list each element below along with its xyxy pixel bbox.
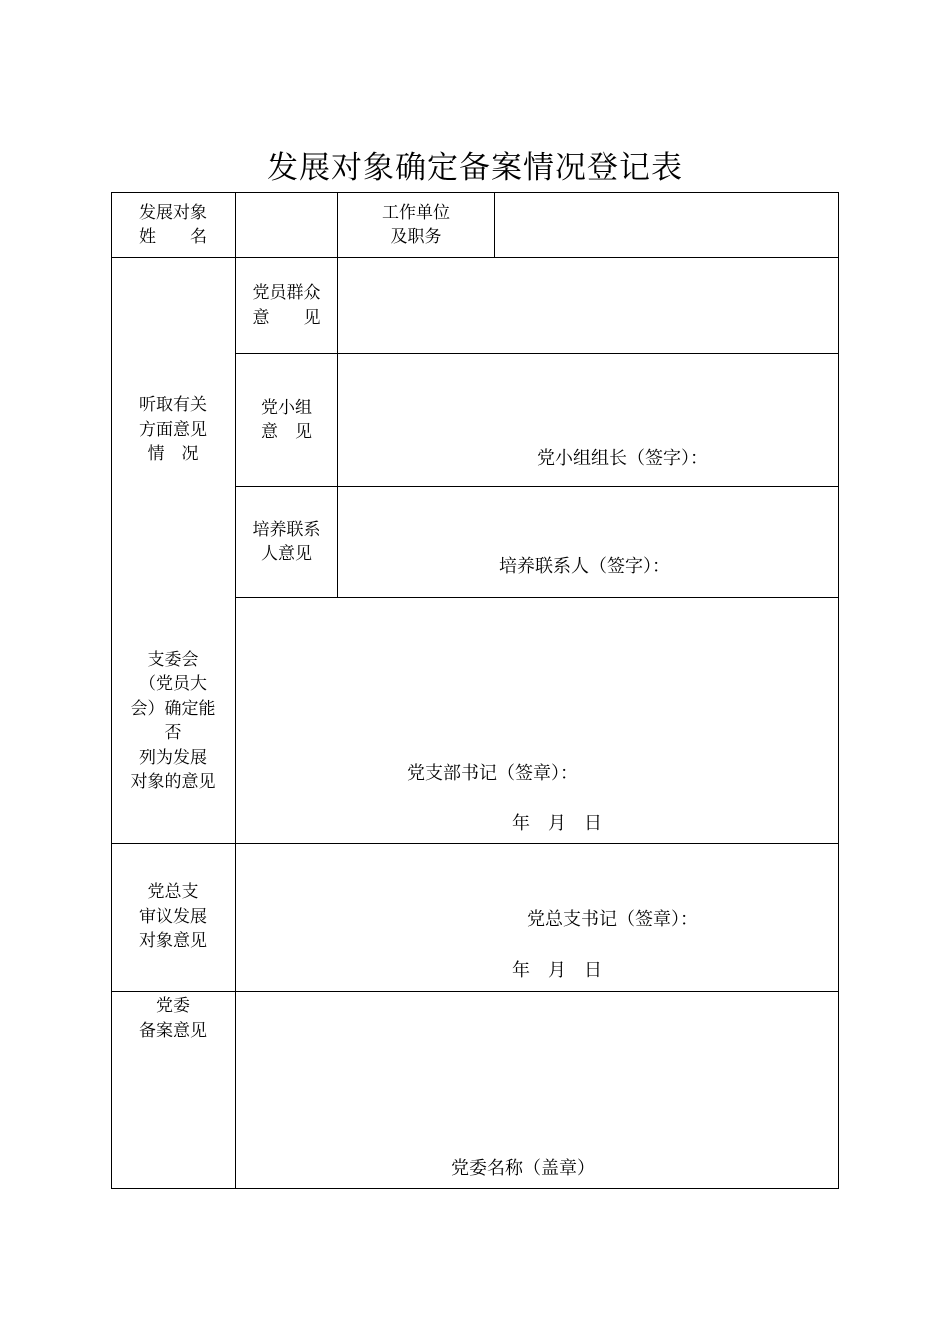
branch-committee-label: 支委会 （党员大 会）确定能 否 列为发展 对象的意见 [130,649,216,792]
table-border-right [838,192,839,1189]
party-group-leader-signature: 党小组组长（签字）： [537,448,708,469]
opinions-group-label: 听取有关 方面意见 情 况 [139,395,207,465]
general-branch-secretary-signature: 党总支书记（签章）： [527,909,698,930]
table-border-bottom [111,1188,839,1189]
branch-secretary-signature: 党支部书记（签章）： [407,763,578,784]
liaison-opinion-label: 培养联系 人意见 [252,519,321,564]
masses-opinion-cell[interactable] [338,258,838,353]
name-value-cell[interactable] [236,193,337,257]
branch-date: 年 月 日 [512,813,602,834]
form-title: 发展对象确定备案情况登记表 [267,150,683,186]
row-divider [111,843,839,844]
party-committee-label: 党委 备案意见 [139,996,207,1041]
unit-label: 工作单位 及职务 [382,202,450,247]
row-divider [235,597,839,598]
general-branch-date: 年 月 日 [512,960,602,981]
liaison-signature: 培养联系人（签字）： [499,556,670,577]
name-label: 发展对象 姓 名 [139,202,207,247]
unit-value-cell[interactable] [495,193,838,257]
party-committee-seal: 党委名称（盖章） [451,1158,595,1179]
masses-opinion-label: 党员群众 意 见 [252,283,321,328]
party-group-opinion-label: 党小组 意 见 [261,397,312,442]
general-branch-label: 党总支 审议发展 对象意见 [139,882,207,952]
